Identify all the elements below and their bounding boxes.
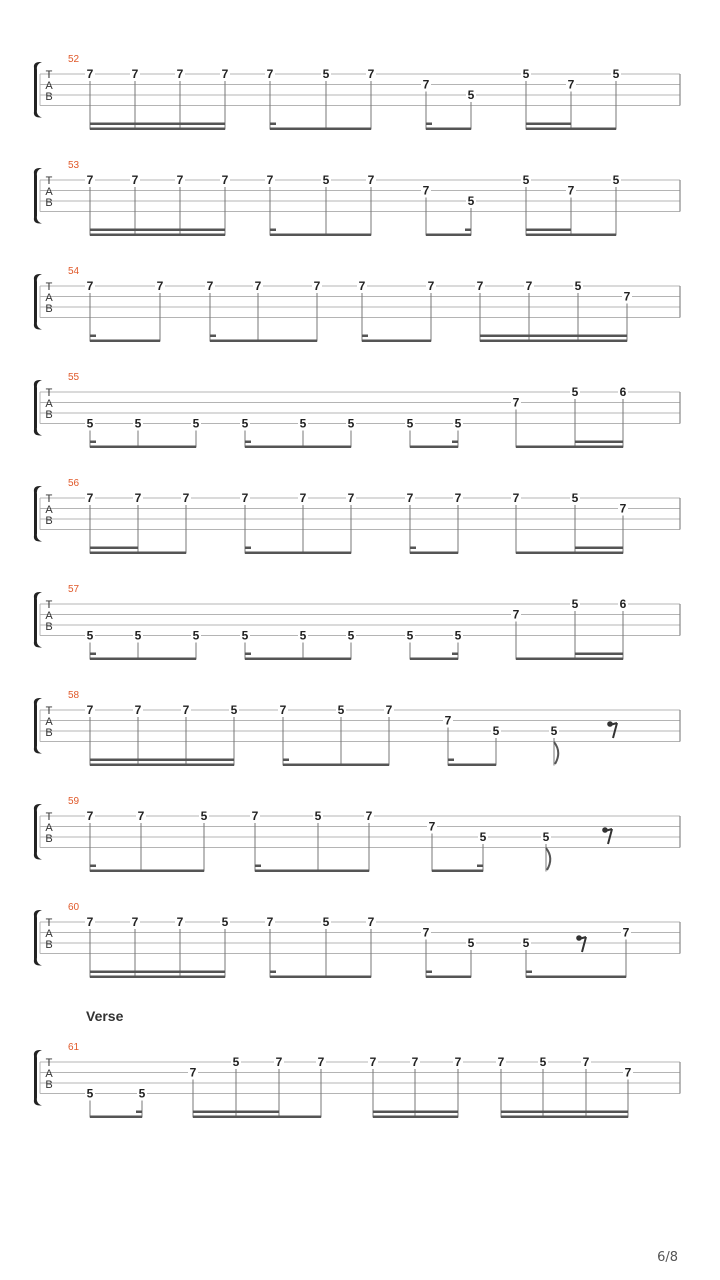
fret-number: 7 — [176, 915, 184, 929]
beam — [373, 1116, 458, 1119]
fret-number: 7 — [189, 1065, 197, 1080]
section-label-verse: Verse — [86, 1008, 124, 1024]
tab-clef-letter: B — [45, 91, 53, 103]
beam-stub — [452, 441, 458, 444]
bar-number: 58 — [68, 690, 80, 701]
tab-clef-letter: B — [45, 197, 53, 209]
fret-number: 7 — [347, 491, 355, 505]
beam-secondary — [90, 547, 138, 550]
tab-clef-letter: T — [45, 705, 53, 717]
fret-number: 5 — [232, 1055, 240, 1069]
fret-number: 7 — [369, 1055, 377, 1069]
beam — [245, 658, 351, 661]
fret-number: 7 — [454, 1055, 462, 1069]
system-bracket — [34, 274, 42, 330]
fret-number: 7 — [266, 915, 274, 929]
fret-number: 7 — [156, 279, 164, 293]
beam — [90, 128, 225, 131]
fret-number: 7 — [86, 491, 94, 505]
fret-number: 5 — [86, 1086, 94, 1101]
tab-clef-letter: A — [45, 822, 53, 834]
beam-stub — [270, 123, 276, 126]
beam-secondary — [193, 1111, 279, 1114]
beam — [410, 658, 458, 661]
system-bracket — [34, 486, 42, 542]
beam-stub — [426, 123, 432, 126]
fret-number: 5 — [539, 1055, 547, 1069]
beam-stub — [477, 865, 483, 868]
tab-clef-letter: A — [45, 80, 53, 92]
fret-number: 5 — [322, 173, 330, 187]
fret-number: 7 — [86, 67, 94, 81]
beam — [90, 1116, 142, 1119]
bar-number: 54 — [68, 266, 80, 277]
beam — [283, 764, 389, 767]
fret-number: 7 — [266, 173, 274, 187]
fret-number: 7 — [622, 925, 630, 940]
fret-number: 5 — [192, 416, 200, 431]
fret-number: 7 — [86, 279, 94, 293]
beam-secondary — [373, 1111, 458, 1114]
fret-number: 5 — [542, 830, 550, 844]
fret-number: 7 — [567, 77, 575, 92]
fret-number: 7 — [176, 67, 184, 81]
fret-number: 5 — [134, 416, 142, 431]
beam — [255, 870, 369, 873]
fret-number: 5 — [86, 416, 94, 431]
system-bracket — [34, 1050, 42, 1106]
beam — [245, 552, 351, 555]
bar-number: 53 — [68, 160, 80, 171]
bar-number: 52 — [68, 54, 80, 65]
fret-number: 5 — [571, 597, 579, 611]
beam-stub — [90, 865, 96, 868]
tab-clef-letter: A — [45, 398, 53, 410]
system-bracket — [34, 62, 42, 118]
fret-number: 7 — [406, 491, 414, 505]
bar-number: 59 — [68, 796, 80, 807]
fret-number: 7 — [279, 703, 287, 717]
beam — [432, 870, 483, 873]
fret-number: 7 — [454, 491, 462, 505]
fret-number: 7 — [582, 1055, 590, 1069]
fret-number: 5 — [230, 703, 238, 717]
beam-stub — [90, 335, 96, 338]
fret-number: 7 — [266, 67, 274, 81]
bar-number: 57 — [68, 584, 80, 595]
fret-number: 6 — [619, 385, 627, 399]
beam-stub — [426, 971, 432, 974]
tab-clef-letter: T — [45, 599, 53, 611]
beam-stub — [245, 653, 251, 656]
bar-number: 60 — [68, 902, 80, 913]
system-bracket — [34, 592, 42, 648]
beam — [362, 340, 431, 343]
beam — [426, 128, 471, 131]
fret-number: 7 — [411, 1055, 419, 1069]
tab-clef-letter: B — [45, 303, 53, 315]
beam — [90, 340, 160, 343]
tab-clef-letter: A — [45, 504, 53, 516]
beam — [410, 446, 458, 449]
beam — [90, 552, 186, 555]
tab-clef-letter: B — [45, 621, 53, 633]
beam-secondary — [526, 123, 571, 126]
system-bracket — [34, 698, 42, 754]
beam — [516, 552, 623, 555]
beam — [193, 1116, 321, 1119]
fret-number: 5 — [241, 628, 249, 643]
fret-number: 7 — [422, 925, 430, 940]
fret-number: 7 — [567, 183, 575, 198]
fret-number: 7 — [86, 915, 94, 929]
beam — [90, 658, 196, 661]
sixteenth-rest-stem — [582, 937, 586, 952]
tab-clef-letter: B — [45, 727, 53, 739]
tab-clef-letter: B — [45, 939, 53, 951]
fret-number: 5 — [612, 173, 620, 187]
beam — [480, 340, 627, 343]
beam-secondary — [90, 759, 234, 762]
fret-number: 7 — [221, 67, 229, 81]
beam — [526, 234, 616, 237]
fret-number: 5 — [337, 703, 345, 717]
fret-number: 5 — [479, 830, 487, 844]
fret-number: 7 — [428, 819, 436, 834]
fret-number: 7 — [623, 289, 631, 304]
fret-number: 7 — [86, 703, 94, 717]
fret-number: 7 — [619, 501, 627, 516]
fret-number: 5 — [299, 628, 307, 643]
beam-secondary — [501, 1111, 628, 1114]
fret-number: 5 — [522, 67, 530, 81]
beam — [90, 870, 204, 873]
fret-number: 5 — [347, 416, 355, 431]
tab-clef-letter: T — [45, 1057, 53, 1069]
fret-number: 7 — [427, 279, 435, 293]
tab-clef-letter: A — [45, 292, 53, 304]
beam — [90, 234, 225, 237]
fret-number: 5 — [522, 936, 530, 950]
tab-clef-letter: T — [45, 493, 53, 505]
fret-number: 5 — [138, 1086, 146, 1101]
tab-clef-letter: B — [45, 515, 53, 527]
beam — [501, 1116, 628, 1119]
fret-number: 5 — [467, 194, 475, 208]
fret-number: 7 — [365, 809, 373, 823]
fret-number: 5 — [571, 385, 579, 399]
fret-number: 5 — [492, 724, 500, 738]
system-bracket — [34, 380, 42, 436]
fret-number: 7 — [525, 279, 533, 293]
fret-number: 5 — [406, 628, 414, 643]
beam-stub — [410, 547, 416, 550]
beam — [90, 976, 225, 979]
fret-number: 5 — [299, 416, 307, 431]
beam — [90, 764, 234, 767]
beam-secondary — [575, 547, 623, 550]
system-bracket — [34, 168, 42, 224]
beam-stub — [448, 759, 454, 762]
beam-secondary — [90, 229, 225, 232]
fret-number: 5 — [522, 173, 530, 187]
beam — [426, 234, 471, 237]
beam — [448, 764, 496, 767]
fret-number: 5 — [406, 416, 414, 431]
fret-number: 7 — [367, 915, 375, 929]
fret-number: 7 — [444, 713, 452, 728]
fret-number: 7 — [512, 607, 520, 622]
fret-number: 5 — [322, 67, 330, 81]
beam-stub — [270, 971, 276, 974]
fret-number: 7 — [385, 703, 393, 717]
fret-number: 7 — [131, 67, 139, 81]
beam-secondary — [90, 971, 225, 974]
fret-number: 7 — [422, 77, 430, 92]
beam-secondary — [480, 335, 627, 338]
tab-clef-letter: A — [45, 610, 53, 622]
beam-stub — [270, 229, 276, 232]
fret-number: 5 — [200, 809, 208, 823]
beam-stub — [245, 547, 251, 550]
tab-clef-letter: A — [45, 716, 53, 728]
beam — [270, 976, 371, 979]
fret-number: 7 — [176, 173, 184, 187]
tab-clef-letter: B — [45, 1079, 53, 1091]
beam-stub — [362, 335, 368, 338]
beam — [516, 658, 623, 661]
tab-clef-letter: A — [45, 186, 53, 198]
fret-number: 7 — [299, 491, 307, 505]
beam-secondary — [526, 229, 571, 232]
beam-stub — [90, 653, 96, 656]
fret-number: 7 — [512, 491, 520, 505]
system-bracket — [34, 804, 42, 860]
fret-number: 7 — [254, 279, 262, 293]
beam-stub — [452, 653, 458, 656]
fret-number: 7 — [86, 173, 94, 187]
fret-number: 7 — [182, 491, 190, 505]
note-flag — [554, 742, 558, 764]
beam-stub — [465, 229, 471, 232]
bar-number: 56 — [68, 478, 80, 489]
fret-number: 7 — [206, 279, 214, 293]
bar-number: 61 — [68, 1042, 80, 1053]
beam — [426, 976, 471, 979]
fret-number: 5 — [454, 416, 462, 431]
tab-clef-letter: T — [45, 175, 53, 187]
fret-number: 5 — [241, 416, 249, 431]
fret-number: 5 — [467, 88, 475, 102]
beam — [516, 446, 623, 449]
beam-stub — [136, 1111, 142, 1114]
fret-number: 5 — [322, 915, 330, 929]
beam — [526, 128, 616, 131]
fret-number: 7 — [134, 491, 142, 505]
beam-stub — [90, 441, 96, 444]
tab-clef-letter: T — [45, 281, 53, 293]
fret-number: 7 — [367, 173, 375, 187]
fret-number: 7 — [134, 703, 142, 717]
fret-number: 5 — [550, 724, 558, 738]
fret-number: 7 — [131, 915, 139, 929]
beam — [410, 552, 458, 555]
beam-stub — [283, 759, 289, 762]
note-flag — [546, 848, 550, 870]
fret-number: 7 — [624, 1065, 632, 1080]
fret-number: 5 — [612, 67, 620, 81]
fret-number: 7 — [317, 1055, 325, 1069]
beam-secondary — [575, 653, 623, 656]
fret-number: 5 — [86, 628, 94, 643]
fret-number: 7 — [422, 183, 430, 198]
fret-number: 5 — [454, 628, 462, 643]
fret-number: 7 — [367, 67, 375, 81]
beam-stub — [245, 441, 251, 444]
fret-number: 7 — [275, 1055, 283, 1069]
beam — [210, 340, 317, 343]
tab-clef-letter: B — [45, 833, 53, 845]
beam — [270, 234, 371, 237]
fret-number: 7 — [251, 809, 259, 823]
tab-clef-letter: T — [45, 811, 53, 823]
tab-clef-letter: A — [45, 928, 53, 940]
fret-number: 7 — [182, 703, 190, 717]
beam — [90, 446, 196, 449]
fret-number: 5 — [314, 809, 322, 823]
beam-stub — [210, 335, 216, 338]
beam-secondary — [90, 123, 225, 126]
page-number: 6/8 — [657, 1250, 678, 1265]
tab-clef-letter: T — [45, 917, 53, 929]
tab-clef-letter: B — [45, 409, 53, 421]
bar-number: 55 — [68, 372, 80, 383]
beam — [526, 976, 626, 979]
fret-number: 5 — [221, 915, 229, 929]
fret-number: 5 — [571, 491, 579, 505]
fret-number: 7 — [137, 809, 145, 823]
fret-number: 7 — [476, 279, 484, 293]
beam-secondary — [575, 441, 623, 444]
fret-number: 7 — [497, 1055, 505, 1069]
beam — [270, 128, 371, 131]
fret-number: 6 — [619, 597, 627, 611]
fret-number: 5 — [134, 628, 142, 643]
fret-number: 7 — [512, 395, 520, 410]
beam-stub — [526, 971, 532, 974]
tab-clef-letter: A — [45, 1068, 53, 1080]
beam-stub — [255, 865, 261, 868]
tab-clef-letter: T — [45, 69, 53, 81]
system-bracket — [34, 910, 42, 966]
fret-number: 5 — [574, 279, 582, 293]
fret-number: 7 — [131, 173, 139, 187]
fret-number: 7 — [221, 173, 229, 187]
beam — [245, 446, 351, 449]
fret-number: 5 — [467, 936, 475, 950]
fret-number: 7 — [358, 279, 366, 293]
fret-number: 5 — [347, 628, 355, 643]
fret-number: 7 — [313, 279, 321, 293]
fret-number: 5 — [192, 628, 200, 643]
fret-number: 7 — [86, 809, 94, 823]
tab-clef-letter: T — [45, 387, 53, 399]
fret-number: 7 — [241, 491, 249, 505]
